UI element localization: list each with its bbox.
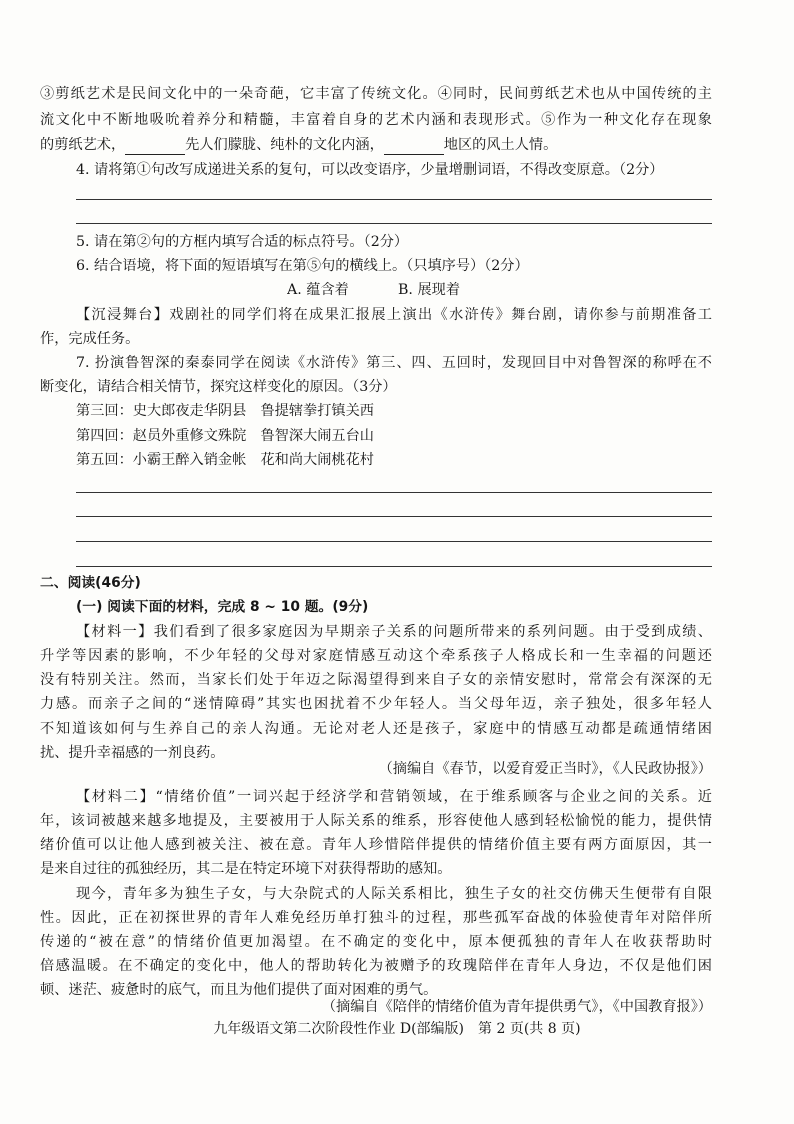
stage-intro: 作，完成任务。: [40, 331, 140, 347]
question-7: 断变化，请结合相关情节，探究这样变化的原因。（3分）: [40, 379, 397, 395]
answer-line[interactable]: [76, 223, 712, 224]
material-2-line: 传递的“被在意”的情绪价值更加渴望。在不确定的变化中，原本便孤独的青年人在收获帮助时: [40, 934, 712, 950]
answer-line[interactable]: [76, 541, 712, 542]
material-2-line: 现今，青年多为独生子女，与大杂院式的人际关系相比，独生子女的社交仿佛天生便带有自限: [76, 886, 712, 902]
passage-line-with-blanks: 的剪纸艺术， 先人们朦胧、纯朴的文化内涵， 地区的风土人情。: [40, 137, 558, 153]
question-4: 4. 请将第①句改写成递进关系的复句，可以改变语序，少量增删词语，不得改变原意。（2分）: [76, 162, 664, 178]
material-1-line: 不知道该如何与生养自己的亲人沟通。无论对老人还是孩子，家庭中的情感互动都是疏通情绪困: [40, 721, 712, 737]
question-7: 7. 扮演鲁智深的秦泰同学在阅读《水浒传》第三、四、五回时，发现回目中对鲁智深的称呼在不: [76, 355, 712, 371]
passage-line: 流文化中不断地吸吮着养分和精髓，丰富着自身的艺术内涵和表现形式。⑤作为一种文化存在现象: [40, 112, 712, 128]
stage-intro: 【沉浸舞台】戏剧社的同学们将在成果汇报展上演出《水浒传》舞台剧，请你参与前期准备工: [76, 307, 712, 323]
material-2-line: 倍感温暖。在不确定的变化中，他人的帮助转化为被赠予的玫瑰陪伴在青年人身边，不仅是他们困: [40, 958, 712, 974]
chapter-title: 第三回：史大郎夜走华阴县 鲁提辖拳打镇关西: [76, 403, 374, 419]
passage-line: ③剪纸艺术是民间文化中的一朵奇葩，它丰富了传统文化。④同时，民间剪纸艺术也从中国传统的主: [40, 86, 712, 102]
chapter-title: 第四回：赵员外重修文殊院 鲁智深大闹五台山: [76, 428, 374, 444]
material-2-line: 年，该词被越来越多地提及，主要被用于人际关系的维系，形容使他人感到轻松愉悦的能力，提供情: [40, 813, 712, 829]
chapter-title: 第五回：小霸王醉入销金帐 花和尚大闹桃花村: [76, 452, 374, 468]
material-1-line: 升学等因素的影响，不少年轻的父母对家庭情感互动这个牵系孩子人格成长和一生幸福的问题还: [40, 648, 712, 664]
option-b: B. 展现着: [398, 282, 461, 298]
material-2-line: 顿、迷茫、疲惫时的底气，而且为他们提供了面对困难的勇气。: [40, 982, 438, 998]
question-5: 5. 请在第②句的方框内填写合适的标点符号。（2分）: [76, 234, 409, 250]
answer-line[interactable]: [76, 516, 712, 517]
section-heading: 二、阅读(46分): [40, 575, 141, 591]
material-1-line: 力感。而亲子之间的“迷情障碍”其实也困扰着不少年轻人。当父母年迈，亲子独处，很多年轻人: [40, 696, 712, 712]
option-a: A. 蕴含着: [287, 282, 349, 298]
material-2-line: 绪价值可以让他人感到被关注、被在意。青年人珍惜陪伴提供的情绪价值主要有两方面原因，其一: [40, 837, 712, 853]
answer-blank[interactable]: [384, 140, 444, 155]
answer-line[interactable]: [76, 566, 712, 567]
material-1-line: 【材料一】我们看到了很多家庭因为早期亲子关系的问题所带来的系列问题。由于受到成绩、: [76, 624, 712, 640]
material-1-source: （摘编自《春节，以爱育爱正当时》，《人民政协报》）: [378, 761, 712, 777]
material-2-line: 性。因此，正在初探世界的青年人难免经历单打独斗的过程，那些孤军奋战的体验使青年对陪伴所: [40, 910, 712, 926]
material-1-line: 没有特别关注。然而，当家长们处于年迈之际渴望得到来自子女的亲情安慰时，常常会有深深的无: [40, 672, 712, 688]
material-1-line: 扰、提升幸福感的一剂良药。: [40, 745, 225, 761]
page-footer: 九年级语文第二次阶段性作业 D(部编版) 第 2 页(共 8 页): [213, 1021, 581, 1037]
answer-line[interactable]: [76, 199, 712, 200]
material-2-line: 【材料二】“情绪价值”一词兴起于经济学和营销领域，在于维系顾客与企业之间的关系。近: [76, 789, 712, 805]
material-2-line: 是来自过往的孤独经历，其二是在特定环境下对获得帮助的感知。: [40, 861, 452, 877]
answer-line[interactable]: [76, 492, 712, 493]
material-2-source: （摘编自《陪伴的情绪价值为青年提供勇气》，《中国教育报》）: [321, 999, 712, 1015]
answer-blank[interactable]: [125, 140, 185, 155]
part-heading: (一) 阅读下面的材料，完成 8 ~ 10 题。(9分): [76, 599, 369, 615]
question-6: 6. 结合语境，将下面的短语填写在第⑤句的横线上。（只填序号）（2分）: [76, 258, 529, 274]
